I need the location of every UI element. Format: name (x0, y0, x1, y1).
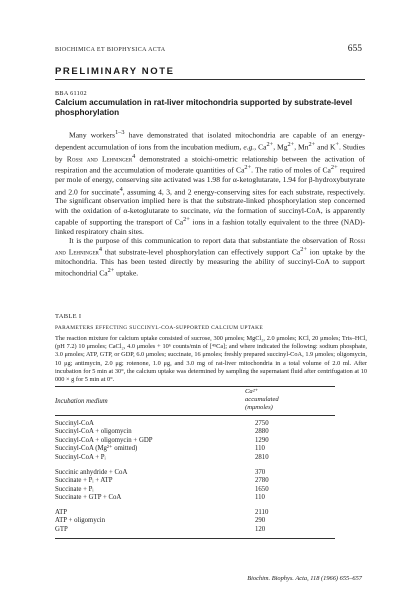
table-row: Succinyl-CoA + oligomycin + GDP 1290 (55, 436, 269, 444)
table-row: Succinyl-CoA + Pᵢ 2810 (55, 453, 269, 461)
table-row: Succinyl-CoA 2750 (55, 420, 269, 427)
table-group-1 (55, 420, 305, 462)
table-bottom-rule (55, 538, 335, 539)
journal-citation: Biochim. Biophys. Acta, 118 (1966) 655–657 (247, 575, 362, 582)
table-row: Succinyl-CoA (Mg²⁺ omitted) 110 (55, 445, 265, 453)
article-title: Calcium accumulation in rat-liver mitochondria supported by substrate-level phosphorylation (55, 98, 353, 117)
table-row: Succinyl-CoA + oligomycin 2880 (55, 428, 269, 436)
table-note: The reaction mixture for calcium uptake consisted of sucrose, 300 μmoles; MgCl₂, 2.0 μmoles; KCl, 20 μmoles; Tris–HCl, (pH 7.2) 10 μmoles; CaCl₂, 4.0 μmoles + 10⁶ counts/min of [⁴⁵Ca]; and where indicated the following: sodium phosphate, 3.0 μmoles; ATP, GTP, or GDP, 6.0 μmoles; succinate, 16 μmoles; freshly prepared succinyl-CoA, 1.9 μmoles; oligomycin, 10 μg; antimycin, 2.0 μg; rotenone, 1.0 μg, and 3.0 mg of rat-liver mitochondria in a total volume of 2.0 ml. After incubation for 5 min at 30°, the calcium uptake was determined by sampling the supernatant fluid after centrifugation at 10 000 × g for 5 min at 0°. (55, 335, 367, 384)
page-number: 655 (347, 44, 362, 54)
section-title: PRELIMINARY NOTE (55, 66, 175, 77)
table-group-2 (55, 469, 305, 503)
table-row: ATP 2110 (55, 509, 269, 516)
article-id: BBA 61102 (55, 90, 87, 97)
column-header-calcium: Ca²⁺ accumulated (mμmoles) (245, 388, 279, 412)
column-header-medium: Incubation medium (55, 398, 108, 405)
table-row: Succinate + GTP + CoA 110 (55, 494, 265, 502)
table-row: ATP + oligomycin 290 (55, 517, 266, 525)
paragraph-2: It is the purpose of this communication to report data that substantiate the observation of Rossi and Lehninger$^4$ that substrate-level phosphorylation can effectively support $Ca^{2+}$ ion uptake by the mitochondria. This has been tested directly by measuring the ability of succinyl-CoA to support mitochondrial $Ca^{2+}$ uptake. (55, 236, 365, 278)
table-group-3 (55, 509, 305, 534)
table-row: GTP 120 (55, 525, 266, 533)
section-rule (55, 79, 365, 80)
paragraph-1: Many workers$^{1-3}$ have demonstrated that isolated mitochondria are capable of an energy-dependent accumulation of ions from the incubation medium, e.g., $Ca^{2+}$, $Mg^{2+}$, $Mn^{2+}$ and K+. Studies by Rossi and Lehninger$^4$ demonstrated a stoichi-ometric relationship between the activation of respiration and the accumulation of moderate quantities of $Ca^{2+}$. The ratio of moles of $Ca^{2+}$ required per mole of energy, conserving site activated was 1.98 for α-ketoglutarate, 1.94 for β-hydroxybutyrate and 2.0 for succinate$^4$, assuming 4, 3, and 2 energy-conserving sites for each substrate, respectively. The significant observation implied here is that the substrate-linked phosphorylation step concerned with the oxidation of α-ketoglutarate to succinate, via the formation of succinyl-CoA, is apparently capable of supporting the transport of $Ca^{2+}$ ions in a fashion totally equivalent to the three (NAD)-linked respiratory chain sites. (55, 129, 366, 236)
journal-header: BIOCHIMICA ET BIOPHYSICA ACTA (55, 47, 166, 53)
table-row: Succinate + Pᵢ + ATP 2780 (55, 477, 269, 485)
article-body (55, 128, 365, 278)
table-row: Succinate + Pᵢ 1650 (55, 485, 269, 493)
table-row: Succinic anhydride + CoA 370 (55, 469, 266, 476)
table-label: TABLE I (55, 313, 82, 320)
table-top-rule (55, 386, 335, 387)
table-header-rule (55, 415, 335, 416)
table-caption: PARAMETERS EFFECTING SUCCINYL-COA-SUPPORTED CALCIUM UPTAKE (55, 325, 264, 331)
